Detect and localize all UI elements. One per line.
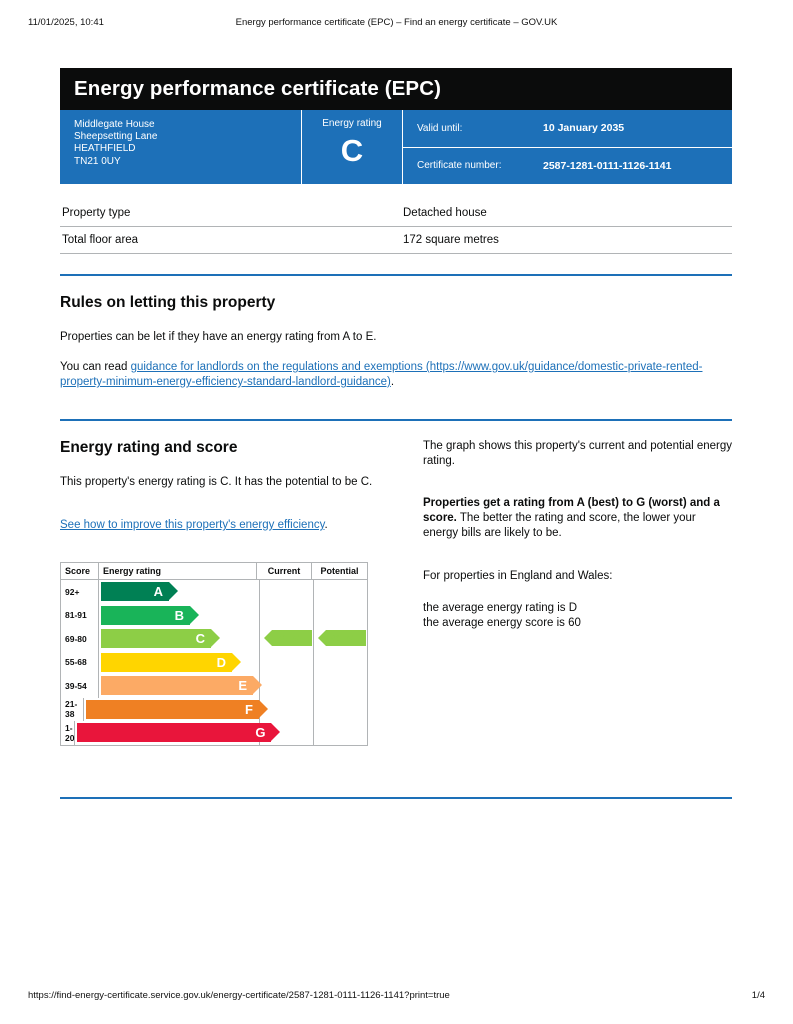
divider-bottom — [60, 797, 732, 799]
letting-read-suffix: . — [390, 376, 395, 388]
energy-rating-right-column — [423, 439, 733, 631]
current-marker-arrow — [264, 630, 272, 646]
band-row-a — [61, 580, 259, 604]
band-bar-f: F — [86, 700, 259, 719]
energy-rating-heading: Energy rating and score — [60, 439, 238, 456]
band-bar-wrap-f — [84, 698, 259, 722]
band-bar-a: A — [101, 582, 169, 601]
improve-efficiency-link[interactable]: See how to improve this property's energy efficiency — [60, 519, 325, 531]
print-title: Energy performance certificate (EPC) – Find an energy certificate – GOV.UK — [235, 17, 558, 28]
divider-middle — [60, 419, 732, 421]
print-page-number: 1/4 — [751, 990, 765, 1001]
graph-header-row — [61, 563, 367, 580]
graph-body — [61, 580, 367, 745]
graph-col-potential: Potential — [320, 566, 359, 576]
floor-area-row — [60, 227, 732, 254]
band-score-e: 39-54 — [61, 674, 99, 698]
graph-col-score: Score — [61, 563, 99, 579]
valid-until-row — [403, 110, 732, 148]
print-footer — [0, 990, 793, 1002]
band-bar-wrap-b — [99, 604, 259, 628]
band-row-c — [61, 627, 259, 651]
address-line-1: Middlegate House — [74, 119, 155, 130]
letting-section — [60, 294, 732, 390]
floor-area-label: Total floor area — [62, 234, 139, 246]
band-score-a: 92+ — [61, 580, 99, 604]
potential-rating-marker — [326, 630, 366, 646]
energy-rating-box — [302, 110, 403, 184]
certificate-details — [403, 110, 732, 184]
band-row-f — [61, 698, 259, 722]
valid-until-label: Valid until: — [417, 122, 463, 134]
potential-letter: C — [347, 633, 354, 643]
address-line-2: Sheepsetting Lane — [74, 131, 158, 143]
divider-top — [60, 274, 732, 276]
average-score-line: the average energy score is 60 — [423, 617, 581, 629]
letting-paragraph: Properties can be let if they have an energy rating from A to E. — [60, 331, 377, 343]
certificate-number-label: Certificate number: — [417, 160, 502, 172]
band-row-d — [61, 651, 259, 675]
property-summary-table — [60, 200, 732, 254]
current-score: 72 — [277, 633, 287, 643]
document-content — [60, 68, 732, 799]
epc-summary-banner — [60, 110, 732, 184]
address-line-3: HEATHFIELD — [74, 143, 136, 155]
energy-rating-section — [60, 439, 732, 769]
graph-bars — [61, 580, 266, 745]
band-row-b — [61, 604, 259, 628]
band-score-c: 69-80 — [61, 627, 99, 651]
letting-heading: Rules on letting this property — [60, 294, 276, 311]
average-rating-line: the average energy rating is D — [423, 602, 578, 614]
band-score-b: 81-91 — [61, 604, 99, 628]
landlord-guidance-link[interactable]: guidance for landlords on the regulations and exemptions (https://www.gov.uk/guidance/domestic-private-rented-property-minimum-energy-efficiency-standard-landlord-guidance) — [60, 361, 703, 388]
property-type-label: Property type — [62, 207, 131, 219]
property-address — [60, 110, 302, 184]
letting-read-prefix: You can read — [60, 361, 131, 373]
band-score-d: 55-68 — [61, 651, 99, 675]
band-bar-wrap-e — [99, 674, 259, 698]
band-bar-e: E — [101, 676, 253, 695]
improve-efficiency-paragraph — [60, 518, 390, 533]
energy-rating-label: Energy rating — [322, 118, 382, 129]
band-bar-c: C — [101, 629, 211, 648]
band-row-g — [61, 721, 266, 745]
energy-rating-left-column — [60, 439, 390, 746]
band-score-g: 1-20 — [61, 721, 75, 745]
letting-guidance-paragraph — [60, 360, 732, 390]
band-bar-b: B — [101, 606, 190, 625]
band-bar-wrap-a — [99, 580, 259, 604]
band-bar-g: G — [77, 723, 271, 742]
energy-rating-graph — [60, 562, 368, 746]
graph-col-current: Current — [257, 563, 312, 579]
current-letter: C — [293, 633, 300, 643]
floor-area-value: 172 square metres — [403, 234, 499, 246]
energy-rating-letter: C — [340, 133, 364, 168]
certificate-number-value: 2587-1281-0111-1126-1141 — [543, 159, 672, 172]
address-line-4: TN21 0UY — [74, 155, 121, 167]
rating-explanation-rest: The better the rating and score, the lower your energy bills are likely to be. — [423, 512, 696, 539]
potential-score: 80 — [331, 633, 341, 643]
graph-potential-column — [314, 580, 367, 745]
property-type-value: Detached house — [403, 207, 487, 219]
graph-col-rating: Energy rating — [99, 563, 257, 579]
band-bar-wrap-d — [99, 651, 259, 675]
graph-current-column — [260, 580, 314, 745]
epc-title-bar — [60, 68, 732, 110]
print-date: 11/01/2025, 10:41 — [28, 17, 104, 28]
print-url: https://find-energy-certificate.service.gov.uk/energy-certificate/2587-1281-0111-1126-1141?print=true — [28, 990, 450, 1001]
print-header — [0, 17, 793, 29]
valid-until-value: 10 January 2035 — [543, 122, 625, 135]
potential-marker-arrow — [318, 630, 326, 646]
band-row-e — [61, 674, 259, 698]
graph-intro-paragraph: The graph shows this property's current and potential energy rating. — [423, 440, 733, 467]
current-rating-marker — [272, 630, 312, 646]
rating-explanation-bold: Properties get a rating from A (best) to G (worst) and a score. — [423, 497, 720, 524]
improve-link-suffix: . — [324, 519, 328, 531]
region-intro: For properties in England and Wales: — [423, 570, 613, 582]
energy-rating-paragraph: This property's energy rating is C. It has the potential to be C. — [60, 476, 373, 488]
band-bar-d: D — [101, 653, 232, 672]
rating-explanation-paragraph — [423, 496, 733, 541]
band-bar-wrap-c — [99, 627, 259, 651]
property-type-row — [60, 200, 732, 227]
page-title: Energy performance certificate (EPC) — [74, 77, 442, 100]
certificate-number-row — [403, 148, 732, 185]
band-bar-wrap-g — [75, 721, 271, 745]
band-score-f: 21-38 — [61, 698, 84, 722]
